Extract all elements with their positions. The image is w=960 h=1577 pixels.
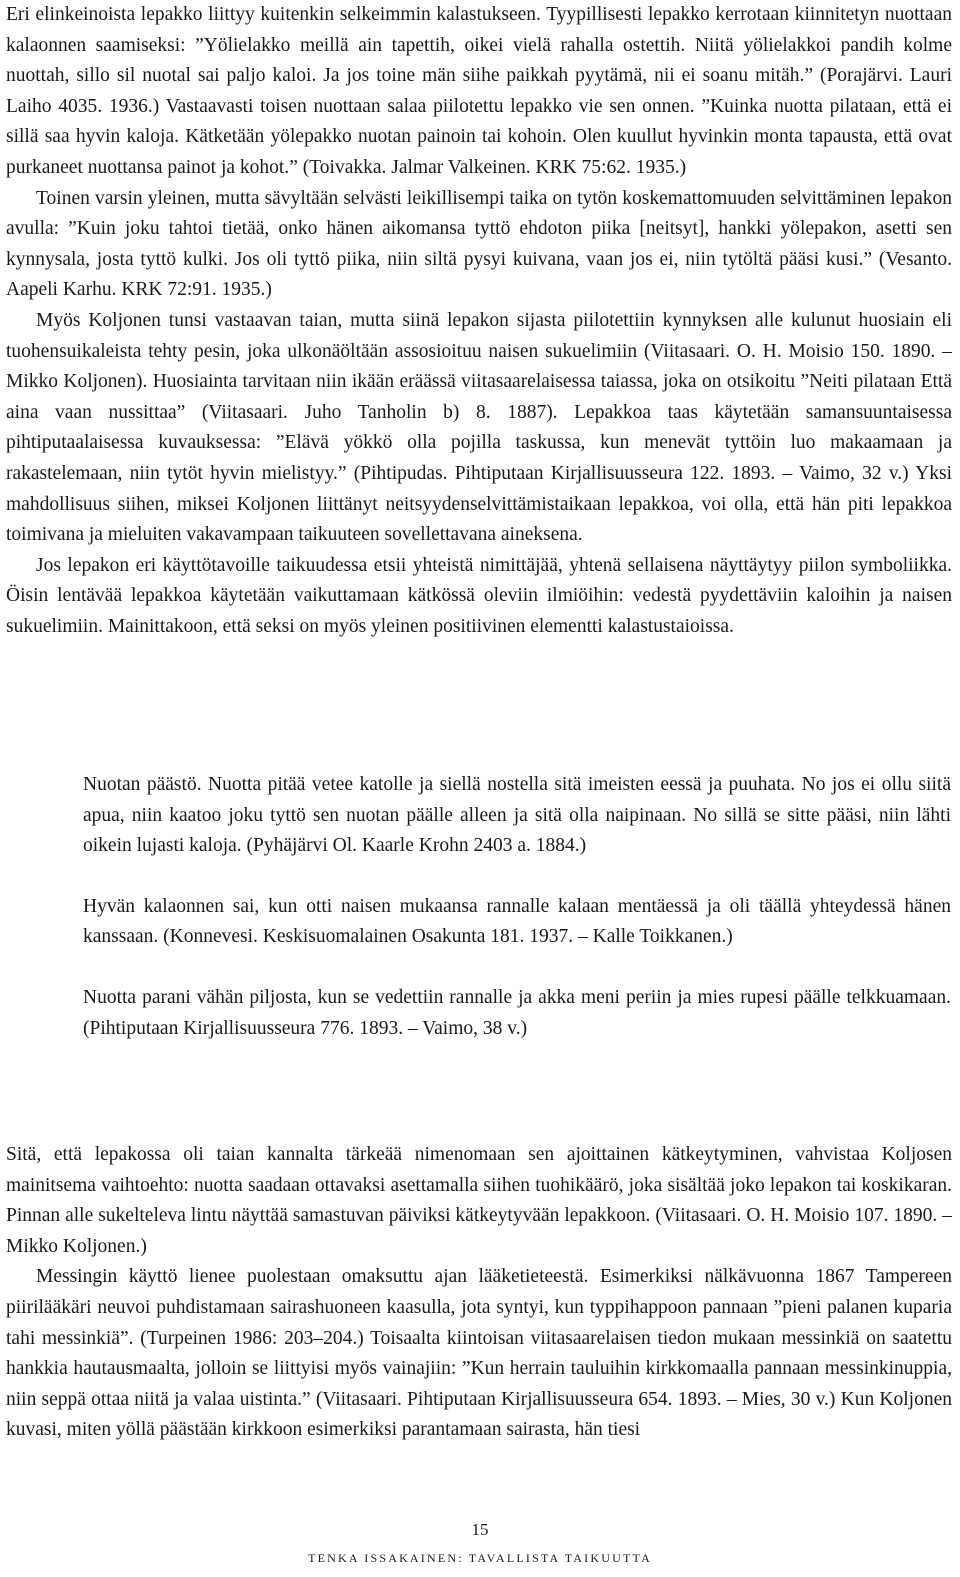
paragraph: Eri elinkeinoista lepakko liittyy kuitenkin selkeimmin kalastukseen. Tyypillisesti lepakko kerrotaan kiinnitetyn nuottaan kalaonnen saamiseksi: ”Yölielakko meillä ain tapettih, oikei vielä rahalla ostettih. Niitä yölielakkoi pandih kolme nuottah, sillo sil nuotal sai paljo kaloi. Ja jos toine män siihe paikkah pyytämä, nii ei soanu mitäh.” (Porajärvi. Lauri Laiho 4035. 1936.) Vastaavasti toisen nuottaan salaa piilotettu lepakko vie sen onnen. ”Kuinka nuotta pilataan, että ei sillä saa hyvin kaloja. Kätketään yölepakko nuotan painoin tai kohoin. Olen kuullut hyvinkin monta tapausta, että ovat purkaneet nuottansa painot ja kohot.” (Toivakka. Jalmar Valkeinen. KRK 75:62. 1935.) bbox=[6, 4, 952, 178]
block-quotes bbox=[83, 770, 951, 1074]
block-quote: Hyvän kalaonnen sai, kun otti naisen mukaansa rannalle kalaan mentäessä ja oli täällä yhteydessä hänen kanssaan. (Konnevesi. Keskisuomalainen Osakunta 181. 1937. – Kalle Toikkanen.) bbox=[83, 895, 951, 948]
paragraph: Jos lepakon eri käyttötavoille taikuudessa etsii yhteistä nimittäjää, yhtenä sellaisena näyttäytyy piilon symboliikka. Öisin lentävää lepakkoa käytetään vaikuttamaan kätkössä oleviin ilmiöihin: vedestä pyydettäviin kaloihin ja naisen sukuelimiin. Mainittakoon, että seksi on myös yleinen positiivinen elementti kalastustaioissa. bbox=[6, 554, 952, 637]
paragraph: Sitä, että lepakossa oli taian kannalta tärkeää nimenomaan sen ajoittainen kätkeytyminen, vahvistaa Koljosen mainitsema vaihtoehto: nuotta saadaan ottavaksi asettamalla siihen tuohikäärö, joka sisältää joko lepakon tai koskikaran. Pinnan alle sukelteleva lintu näyttää samastuvan päiviksi kätkeytyvään lepakkoon. (Viitasaari. O. H. Moisio 107. 1890. – Mikko Koljonen.) bbox=[6, 1144, 952, 1257]
running-footer: TENKA ISSAKAINEN: TAVALLISTA TAIKUUTTA bbox=[308, 1551, 652, 1565]
block-quote: Nuotta parani vähän piljosta, kun se vedettiin rannalle ja akka meni periin ja mies rupesi päälle telkkuamaan. (Pihtiputaan Kirjallisuusseura 776. 1893. – Vaimo, 38 v.) bbox=[83, 986, 951, 1039]
paragraph: Toinen varsin yleinen, mutta sävyltään selvästi leikillisempi taika on tytön koskemattomuuden selvittäminen lepakon avulla: ”Kuin joku tahtoi tietää, onko hänen aikomansa tyttö ehdoton piika [neitsyt], hankki yölepakon, asetti sen kynnysala, josta tyttö kulki. Jos oli tyttö piika, niin siltä pysyi kuivana, vaan jos ei, niin tytöltä pääsi kusi.” (Vesanto. Aapeli Karhu. KRK 72:91. 1935.) bbox=[6, 187, 952, 301]
body-text-bottom bbox=[6, 1140, 952, 1446]
page-number: 15 bbox=[471, 1520, 489, 1539]
block-quote: Nuotan päästö. Nuotta pitää vetee katolle ja siellä nostella sitä imeisten eessä ja puuhata. No jos ei ollu siitä apua, niin kaatoo joku tyttö sen nuotan päälle alleen ja sitä olla naipinaan. No sillä se sitte pääsi, niin lähti oikein lujasti kaloja. (Pyhäjärvi Ol. Kaarle Krohn 2403 a. 1884.) bbox=[83, 774, 951, 857]
paragraph: Myös Koljonen tunsi vastaavan taian, mutta siinä lepakon sijasta piilotettiin kynnyksen alle kulunut huosiain eli tuohensuikaleista tehty pesin, joka ulkonäöltään assosioituu naisen sukuelimiin (Viitasaari. O. H. Moisio 150. 1890. – Mikko Koljonen). Huosiainta tarvitaan niin ikään eräässä viitasaarelaisessa taiassa, joka on otsikoitu ”Neiti pilataan Että aina vaan nussittaa” (Viitasaari. Juho Tanholin b) 8. 1887). Lepakkoa taas käytetään samansuuntaisessa pihtiputaalaisessa kuvauksessa: ”Elävä yökkö olla pojilla taskussa, kun menevät tyttöin luo makaamaan ja rakastelemaan, niin tytöt hyvin mielistyy.” (Pihtipudas. Pihtiputaan Kirjallisuusseura 122. 1893. – Vaimo, 32 v.) Yksi mahdollisuus siihen, miksei Koljonen liittänyt neitsyydenselvittämistaikaan lepakkoa, voi olla, että hän piti lepakkoa toimivana ja mieluiten vakavampaan taikuuteen sovellettavana aineksena. bbox=[6, 309, 952, 546]
paragraph: Messingin käyttö lienee puolestaan omaksuttu ajan lääketieteestä. Esimerkiksi nälkävuonna 1867 Tampereen piirilääkäri neuvoi puhdistamaan sairashuoneen kaasulla, jota syntyi, kun typpihappoon pannaan ”pieni palanen kuparia tahi messinkiä”. (Turpeinen 1986: 203–204.) Toisaalta kiintoisan viitasaarelaisen tiedon mukaan messinkiä on saatettu hankkia hautausmaalta, jolloin se liittyisi myös vainajiin: ”Kun herrain tauluihin kirkkomaalla pannaan messinkinuppia, niin seppä ottaa niitä ja valaa uistinta.” (Viitasaari. Pihtiputaan Kirjallisuusseura 654. 1893. – Mies, 30 v.) Kun Koljonen kuvasi, miten yöllä päästään kirkkoon esimerkiksi parantamaan sairasta, hän tiesi bbox=[6, 1266, 952, 1441]
body-text-top bbox=[6, 0, 952, 642]
